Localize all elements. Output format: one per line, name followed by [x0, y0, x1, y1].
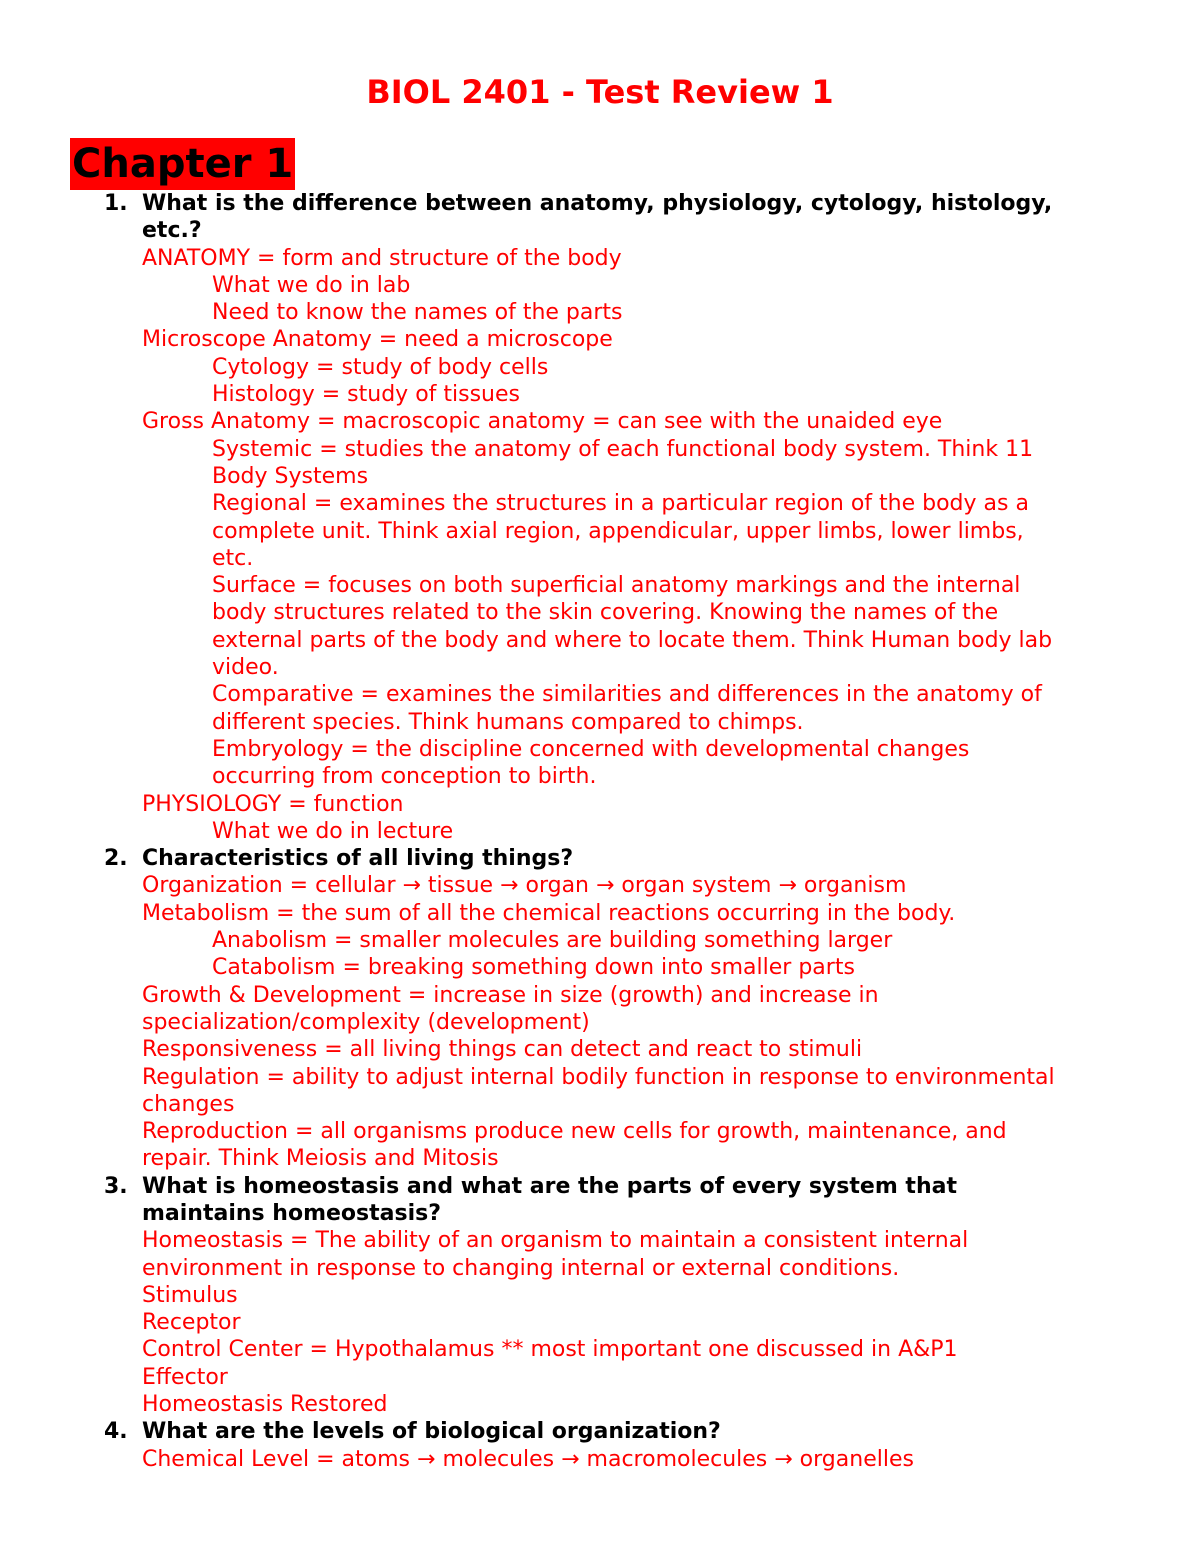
answer-line	[0, 1145, 1200, 1172]
question-line	[0, 1418, 1200, 1445]
answer-subline	[0, 354, 1200, 381]
line-text: specialization/complexity (development)	[142, 1009, 590, 1035]
line-text: Responsiveness = all living things can detect and react to stimuli	[142, 1037, 863, 1063]
line-text: Regulation = ability to adjust internal bodily function in response to environmental	[142, 1064, 1055, 1090]
answer-subline	[0, 627, 1200, 654]
line-text: Embryology = the discipline concerned with developmental changes	[212, 736, 970, 762]
line-text: video.	[212, 655, 279, 681]
line-text: What we do in lecture	[212, 818, 454, 844]
line-text: external parts of the body and where to locate them. Think Human body lab	[212, 627, 1053, 653]
answer-subline	[0, 490, 1200, 517]
line-text: occurring from conception to birth.	[212, 764, 597, 790]
answer-subline	[0, 954, 1200, 981]
answer-line	[0, 1118, 1200, 1145]
answer-subline	[0, 763, 1200, 790]
line-text: Control Center = Hypothalamus ** most important one discussed in A&P1	[142, 1337, 958, 1363]
line-text: Reproduction = all organisms produce new cells for growth, maintenance, and	[142, 1119, 1007, 1145]
question-number: 3.	[104, 1173, 128, 1199]
line-text: Chemical Level = atoms → molecules → macromolecules → organelles	[142, 1446, 914, 1472]
line-text: Organization = cellular → tissue → organ → organ system → organism	[142, 873, 907, 899]
line-text: Gross Anatomy = macroscopic anatomy = can see with the unaided eye	[142, 409, 943, 435]
answer-subline	[0, 709, 1200, 736]
answer-subline	[0, 818, 1200, 845]
line-text: environment in response to changing internal or external conditions.	[142, 1255, 900, 1281]
question-line	[0, 1173, 1200, 1200]
line-text: Characteristics of all living things?	[142, 846, 574, 872]
question-number: 1.	[104, 191, 128, 216]
line-text: Histology = study of tissues	[212, 382, 520, 408]
document-title: BIOL 2401 - Test Review 1	[366, 73, 834, 111]
answer-subline	[0, 681, 1200, 708]
line-text: Need to know the names of the parts	[212, 300, 623, 326]
line-text: Body Systems	[212, 463, 369, 489]
line-text: What is homeostasis and what are the parts of every system that	[142, 1173, 957, 1199]
answer-subline	[0, 381, 1200, 408]
line-text: complete unit. Think axial region, appendicular, upper limbs, lower limbs,	[212, 518, 1024, 544]
answer-line	[0, 1091, 1200, 1118]
line-text: Homeostasis = The ability of an organism to maintain a consistent internal	[142, 1228, 969, 1254]
line-text: Microscope Anatomy = need a microscope	[142, 327, 613, 353]
question-number: 4.	[104, 1419, 128, 1445]
line-text: Systemic = studies the anatomy of each functional body system. Think 11	[212, 436, 1034, 462]
answer-subline	[0, 572, 1200, 599]
answer-subline	[0, 272, 1200, 299]
answer-subline	[0, 436, 1200, 463]
line-text: etc.?	[142, 218, 202, 244]
line-text: ANATOMY = form and structure of the body	[142, 245, 622, 271]
answer-subline	[0, 927, 1200, 954]
line-text: Homeostasis Restored	[142, 1392, 388, 1418]
answer-line	[0, 408, 1200, 435]
answer-line	[0, 1309, 1200, 1336]
chapter-heading: Chapter 1	[70, 138, 295, 190]
answer-subline	[0, 736, 1200, 763]
line-text: Anabolism = smaller molecules are building something larger	[212, 928, 893, 954]
answer-line	[0, 326, 1200, 353]
answer-line	[0, 1036, 1200, 1063]
line-text: Catabolism = breaking something down into smaller parts	[212, 955, 855, 981]
answer-line	[0, 1391, 1200, 1418]
answer-line	[0, 1227, 1200, 1254]
line-text: PHYSIOLOGY = function	[142, 791, 404, 817]
line-text: Metabolism = the sum of all the chemical reactions occurring in the body.	[142, 900, 956, 926]
line-text: Comparative = examines the similarities and differences in the anatomy of	[212, 682, 1042, 708]
line-text: Regional = examines the structures in a particular region of the body as a	[212, 491, 1029, 517]
question-line	[0, 217, 1200, 244]
line-text: etc.	[212, 545, 254, 571]
line-text: Receptor	[142, 1310, 241, 1336]
answer-subline	[0, 518, 1200, 545]
answer-line	[0, 791, 1200, 818]
line-text: What is the difference between anatomy, physiology, cytology, histology,	[142, 191, 1053, 216]
answer-subline	[0, 599, 1200, 626]
line-text: Stimulus	[142, 1282, 238, 1308]
answer-line	[0, 245, 1200, 272]
answer-line	[0, 1336, 1200, 1363]
answer-line	[0, 1255, 1200, 1282]
line-text: What are the levels of biological organization?	[142, 1419, 721, 1445]
line-text: body structures related to the skin covering. Knowing the names of the	[212, 600, 999, 626]
answer-line	[0, 1064, 1200, 1091]
answer-line	[0, 1009, 1200, 1036]
line-text: maintains homeostasis?	[142, 1200, 441, 1226]
answer-subline	[0, 545, 1200, 572]
line-text: Effector	[142, 1364, 228, 1390]
line-text: changes	[142, 1091, 235, 1117]
line-text: Growth & Development = increase in size (growth) and increase in	[142, 982, 879, 1008]
answer-subline	[0, 654, 1200, 681]
answer-line	[0, 1364, 1200, 1391]
answer-subline	[0, 463, 1200, 490]
answer-line	[0, 1446, 1200, 1473]
answer-subline	[0, 299, 1200, 326]
answer-line	[0, 900, 1200, 927]
question-line	[0, 845, 1200, 872]
line-text: What we do in lab	[212, 272, 411, 298]
line-text: Cytology = study of body cells	[212, 354, 549, 380]
answer-line	[0, 982, 1200, 1009]
answer-line	[0, 872, 1200, 899]
question-line	[0, 190, 1200, 217]
question-number: 2.	[104, 846, 128, 872]
review-content	[0, 190, 1200, 1473]
line-text: different species. Think humans compared to chimps.	[212, 709, 804, 735]
line-text: Surface = focuses on both superficial anatomy markings and the internal	[212, 573, 1021, 599]
answer-line	[0, 1282, 1200, 1309]
question-line	[0, 1200, 1200, 1227]
line-text: repair. Think Meiosis and Mitosis	[142, 1146, 499, 1172]
